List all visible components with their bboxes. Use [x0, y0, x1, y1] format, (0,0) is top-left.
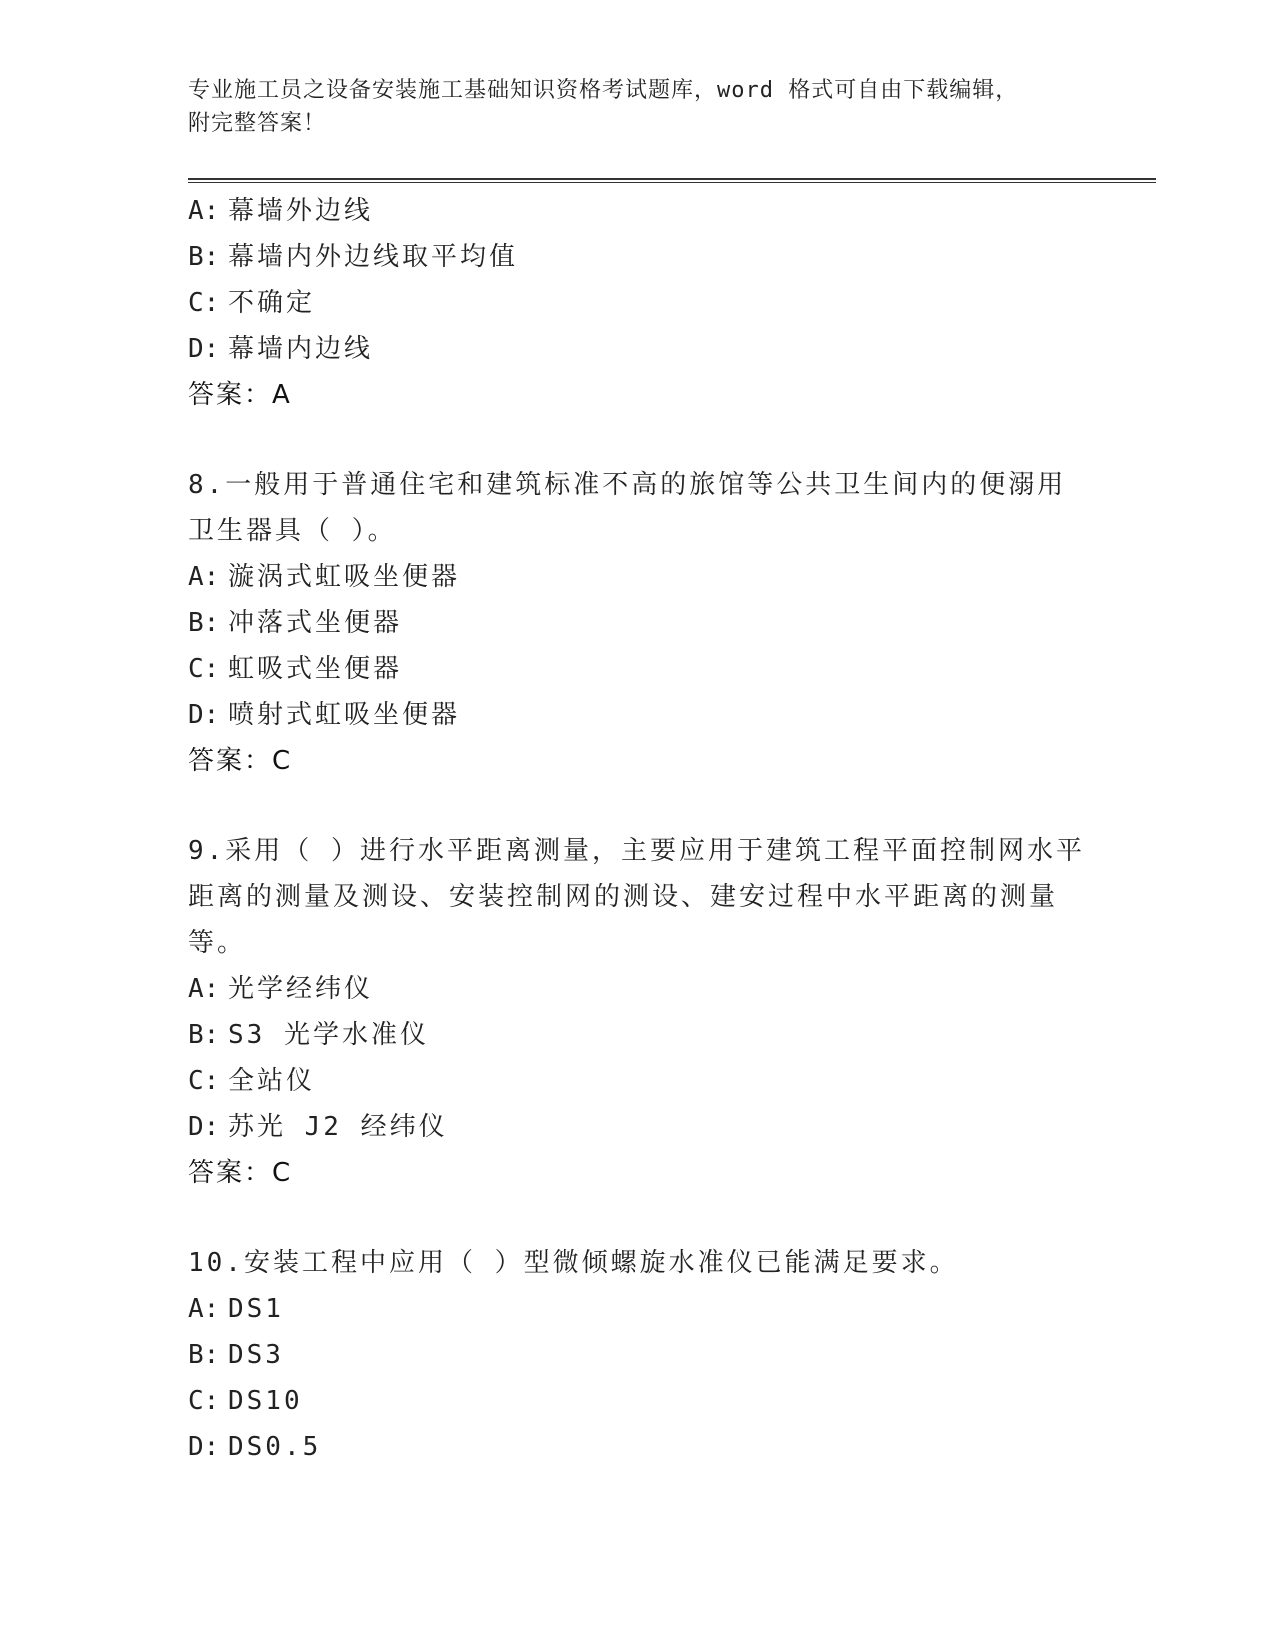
question-7: [188, 188, 1108, 418]
option-letter: B:: [188, 1340, 220, 1370]
header-line-1: 专业施工员之设备安装施工基础知识资格考试题库，word 格式可自由下载编辑，: [188, 78, 1019, 103]
option-b: [188, 234, 1108, 280]
question-text-line-2: 卫生器具（ ）。: [188, 516, 397, 546]
option-letter: B:: [188, 242, 220, 272]
header-line-2: 附完整答案！: [188, 111, 327, 136]
question-10: [188, 1240, 1108, 1470]
option-text: DS1: [228, 1294, 284, 1324]
document-header: [188, 74, 1088, 140]
option-text: 幕墙内外边线取平均值: [228, 242, 519, 272]
option-text: 全站仪: [228, 1066, 316, 1096]
question-text-line-1: 8.一般用于普通住宅和建筑标准不高的旅馆等公共卫生间内的便溺用: [188, 470, 1067, 500]
option-b: [188, 1332, 1108, 1378]
option-a: [188, 966, 1108, 1012]
option-a: [188, 188, 1108, 234]
question-8: [188, 462, 1108, 784]
option-letter: B:: [188, 1020, 220, 1050]
option-text: 幕墙外边线: [228, 196, 374, 226]
option-text: S3 光学水准仪: [228, 1020, 429, 1050]
answer-label: 答案：: [188, 380, 273, 410]
option-letter: D:: [188, 334, 220, 364]
answer-line: [188, 738, 1108, 784]
header-divider: [188, 178, 1156, 183]
option-d: [188, 1104, 1108, 1150]
option-c: [188, 1378, 1108, 1424]
option-text: DS3: [228, 1340, 284, 1370]
option-letter: A:: [188, 1294, 220, 1324]
option-letter: B:: [188, 608, 220, 638]
answer-label: 答案：: [188, 1158, 273, 1188]
question-text-line-1: 9.采用（ ）进行水平距离测量，主要应用于建筑工程平面控制网水平: [188, 836, 1085, 866]
option-text: 幕墙内边线: [228, 334, 374, 364]
option-text: DS10: [228, 1386, 303, 1416]
option-letter: A:: [188, 196, 220, 226]
option-text: 苏光 J2 经纬仪: [228, 1112, 448, 1142]
option-d: [188, 692, 1108, 738]
option-letter: C:: [188, 1066, 220, 1096]
option-letter: A:: [188, 974, 220, 1004]
option-text: 虹吸式坐便器: [228, 654, 403, 684]
option-text: 冲落式坐便器: [228, 608, 403, 638]
option-letter: D:: [188, 700, 220, 730]
option-letter: D:: [188, 1432, 220, 1462]
answer-value: A: [272, 380, 291, 410]
option-a: [188, 554, 1108, 600]
option-d: [188, 326, 1108, 372]
option-d: [188, 1424, 1108, 1470]
question-9: [188, 828, 1108, 1196]
option-letter: D:: [188, 1112, 220, 1142]
option-b: [188, 1012, 1108, 1058]
option-c: [188, 646, 1108, 692]
option-b: [188, 600, 1108, 646]
question-text-line-1: 10.安装工程中应用（ ）型微倾螺旋水准仪已能满足要求。: [188, 1248, 959, 1278]
option-c: [188, 1058, 1108, 1104]
answer-value: C: [272, 746, 292, 776]
answer-line: [188, 372, 1108, 418]
option-letter: C:: [188, 288, 220, 318]
option-letter: A:: [188, 562, 220, 592]
option-letter: C:: [188, 654, 220, 684]
option-text: 光学经纬仪: [228, 974, 374, 1004]
answer-label: 答案：: [188, 746, 273, 776]
option-c: [188, 280, 1108, 326]
answer-line: [188, 1150, 1108, 1196]
option-text: 喷射式虹吸坐便器: [228, 700, 461, 730]
question-list: [188, 188, 1108, 1470]
answer-value: C: [272, 1158, 292, 1188]
option-text: 不确定: [228, 288, 316, 318]
option-a: [188, 1286, 1108, 1332]
option-letter: C:: [188, 1386, 220, 1416]
option-text: DS0.5: [228, 1432, 322, 1462]
question-text-line-3: 等。: [188, 928, 247, 958]
option-text: 漩涡式虹吸坐便器: [228, 562, 461, 592]
question-text-line-2: 距离的测量及测设、安装控制网的测设、建安过程中水平距离的测量: [188, 882, 1059, 912]
